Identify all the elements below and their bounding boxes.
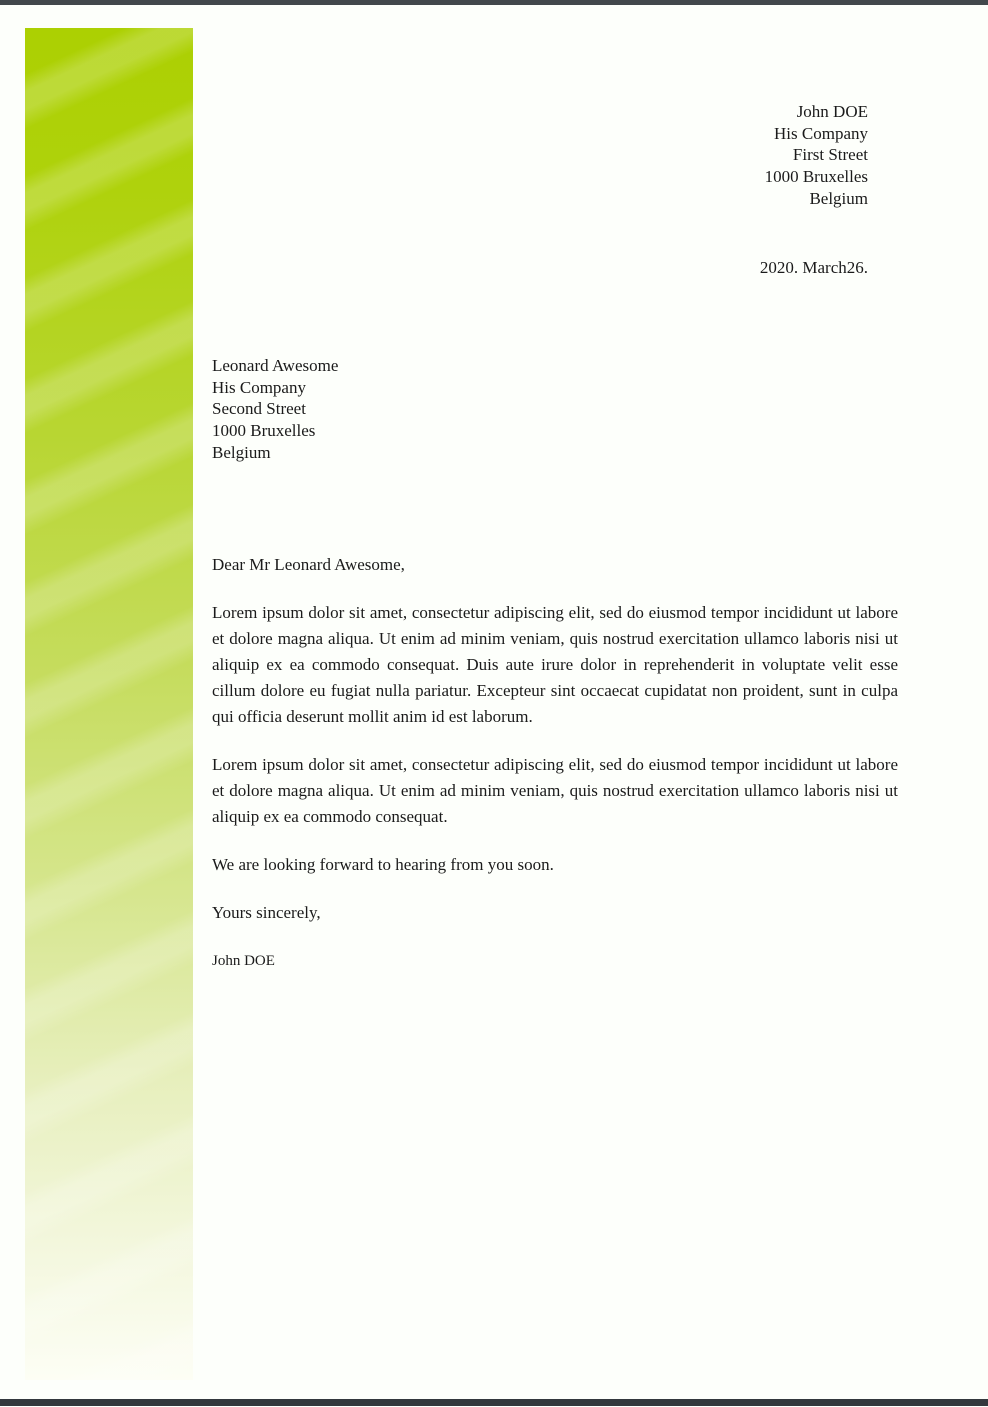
- sender-name: John DOE: [796, 102, 868, 121]
- sender-country: Belgium: [809, 188, 868, 208]
- recipient-company: His Company: [212, 377, 306, 397]
- sender-company: His Company: [774, 123, 868, 143]
- recipient-address-block: [212, 355, 338, 464]
- green-gradient-bar: [25, 28, 193, 1380]
- recipient-city: 1000 Bruxelles: [212, 421, 316, 441]
- sender-city: 1000 Bruxelles: [764, 167, 868, 187]
- closing-line: We are looking forward to hearing from you soon.: [212, 855, 554, 874]
- recipient-country: Belgium: [212, 442, 271, 462]
- recipient-name: Leonard Awesome: [212, 356, 339, 375]
- body-paragraph-2: Lorem ipsum dolor sit amet, consectetur adipiscing elit, sed do eiusmod tempor incididunt ut labore et dolore magna aliqua. Ut enim ad minim veniam, quis nostrud exercitation ullamco laboris nisi ut aliquip ex ea commodo consequat.: [212, 755, 898, 826]
- top-border-rule: [0, 0, 988, 5]
- sender-address-block: [765, 101, 868, 210]
- recipient-street: Second Street: [212, 399, 306, 419]
- signature-name: John DOE: [212, 953, 275, 969]
- sender-street: First Street: [792, 145, 868, 165]
- valediction: Yours sincerely,: [212, 903, 321, 922]
- body-paragraph-1: Lorem ipsum dolor sit amet, consectetur adipiscing elit, sed do eiusmod tempor incididunt ut labore et dolore magna aliqua. Ut enim ad minim veniam, quis nostrud exercitation ullamco laboris nisi ut aliquip ex ea commodo consequat. Duis aute irure dolor in reprehenderit in voluptate velit esse cillum dolore eu fugiat nulla pariatur. Excepteur sint occaecat cupidatat non proident, sunt in culpa qui officia deserunt mollit anim id est laborum.: [212, 603, 898, 726]
- bottom-border-rule: [0, 1399, 988, 1406]
- date-line: 2020. March26.: [759, 258, 868, 277]
- letter-body: [212, 552, 898, 996]
- salutation: Dear Mr Leonard Awesome,: [212, 555, 405, 574]
